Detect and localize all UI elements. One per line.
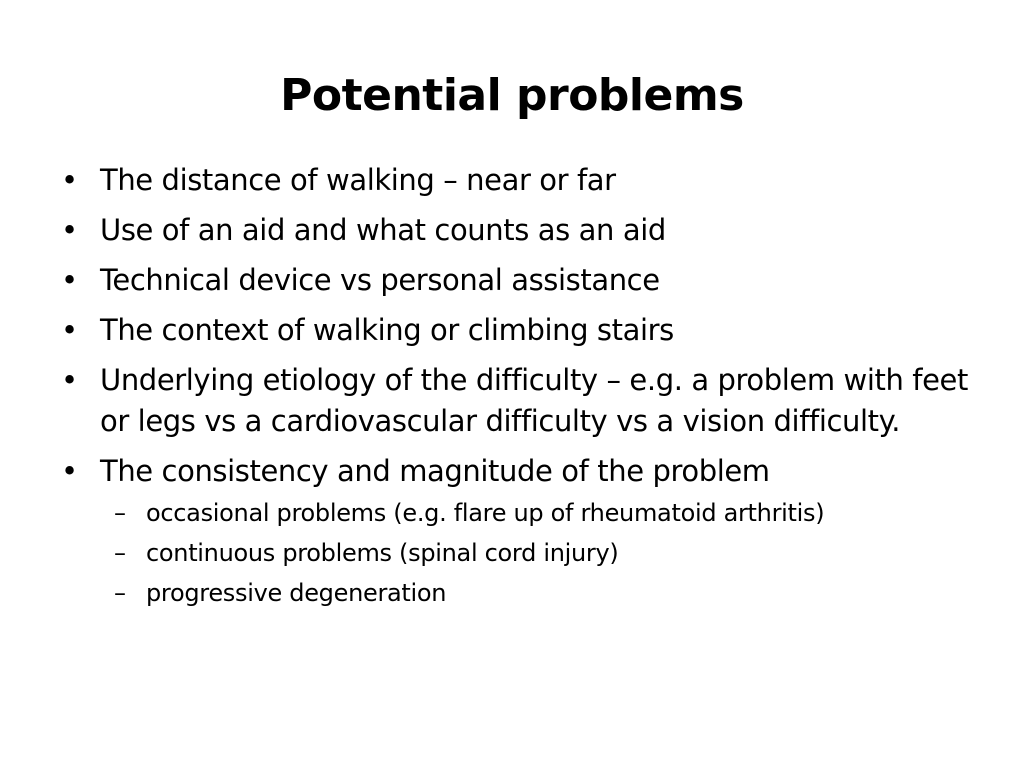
bullet-text: The consistency and magnitude of the problem [100,454,770,488]
bullet-item [0,451,1024,610]
sub-bullet-text: continuous problems (spinal cord injury) [146,539,619,567]
sub-bullet-marker: – [114,499,126,527]
bullet-item [0,260,1024,301]
bullet-text: Underlying etiology of the difficulty – e.g. a problem with feet or legs vs a cardiovascular difficulty vs a vision difficulty. [100,363,968,438]
bullet-marker: • [61,363,78,397]
sub-bullet-marker: – [114,579,126,607]
bullet-marker: • [61,213,78,247]
bullet-item [0,160,1024,201]
bullet-marker: • [61,454,78,488]
sub-bullet-item [0,576,994,610]
bullet-item [0,310,1024,351]
bullet-text: The context of walking or climbing stairs [100,313,674,347]
bullet-marker: • [61,263,78,297]
sub-bullet-marker: – [114,539,126,567]
sub-bullet-text: progressive degeneration [146,579,447,607]
bullet-text: The distance of walking – near or far [100,163,616,197]
bullet-marker: • [61,163,78,197]
sub-bullet-item [0,536,994,570]
slide-title: Potential problems [280,70,744,121]
sub-bullet-item [0,496,994,530]
sub-bullet-text: occasional problems (e.g. flare up of rheumatoid arthritis) [146,499,825,527]
bullet-text: Technical device vs personal assistance [100,263,660,297]
bullet-item [0,210,1024,251]
bullet-item [0,360,1024,442]
sub-bullet-list [100,496,994,610]
bullet-list [0,160,1024,619]
bullet-marker: • [61,313,78,347]
bullet-text: Use of an aid and what counts as an aid [100,213,666,247]
